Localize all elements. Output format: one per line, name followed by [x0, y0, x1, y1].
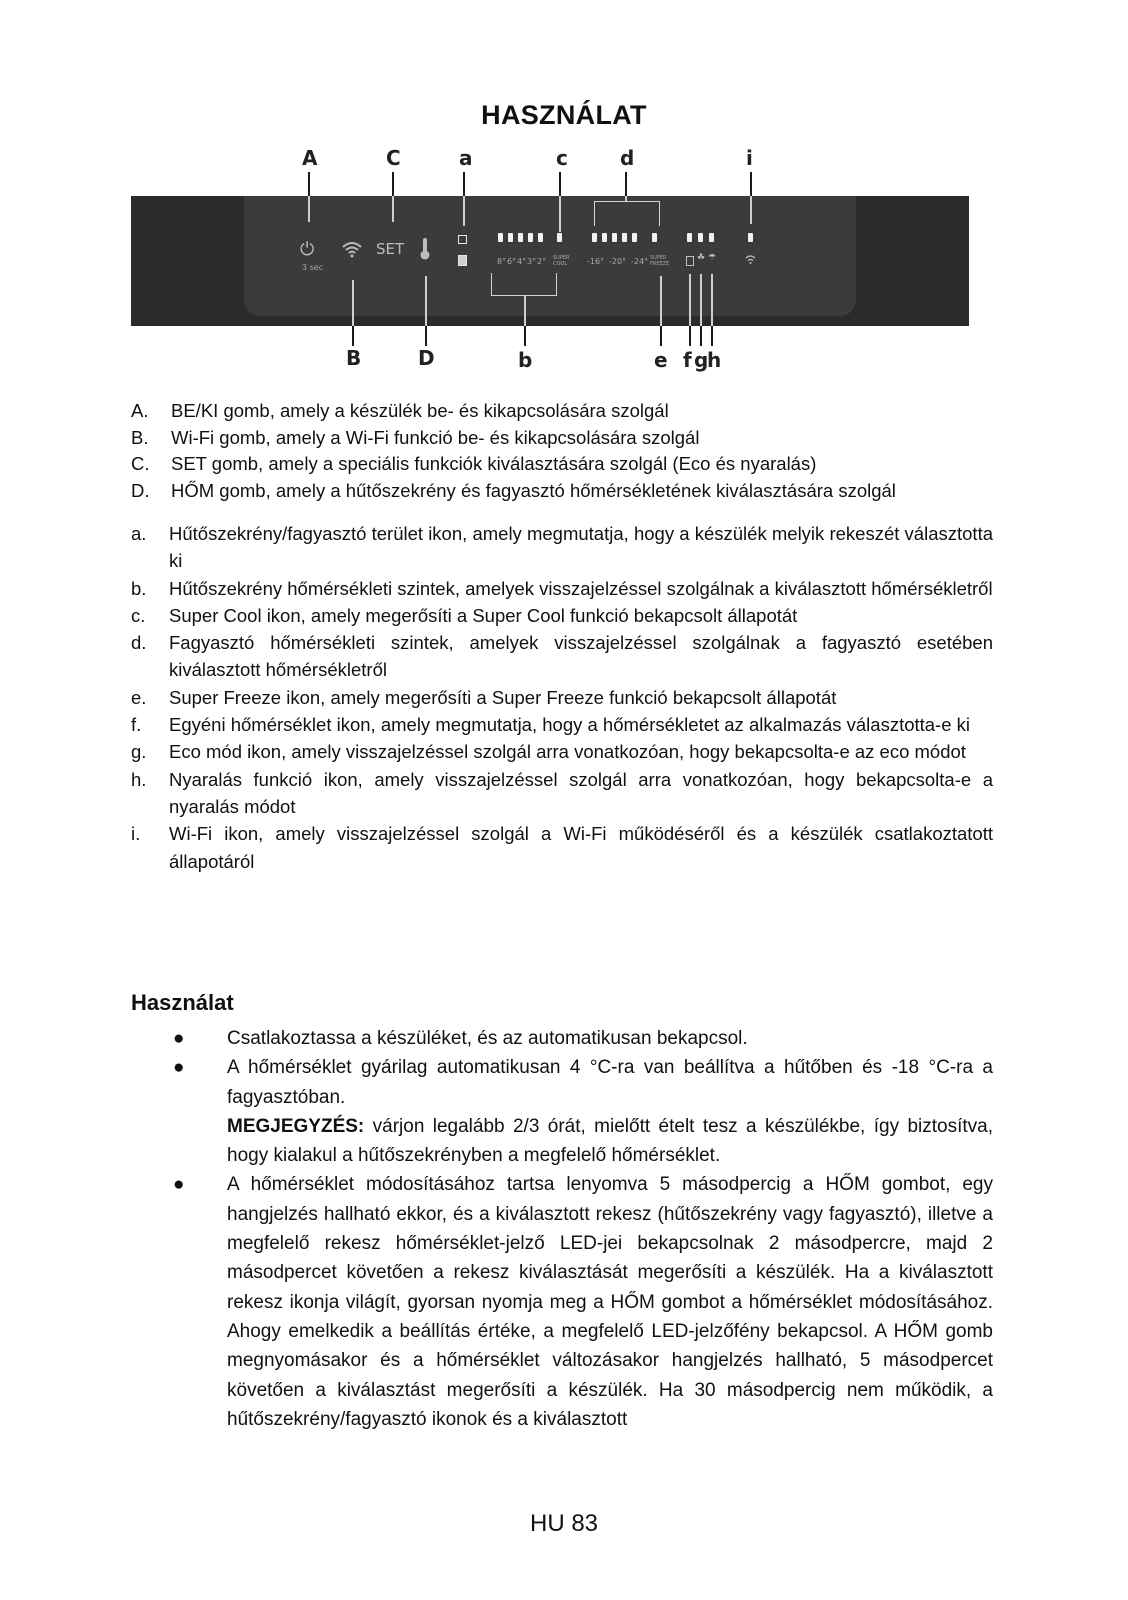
super-cool-led: [557, 233, 562, 242]
leader-line: [700, 274, 702, 326]
label-a: a: [459, 146, 473, 170]
wifi-button-icon[interactable]: [341, 240, 363, 258]
page-number: HU 83: [529, 1510, 599, 1537]
label-c: c: [556, 146, 568, 170]
bullet-item: [173, 1170, 993, 1434]
label-A: A: [302, 146, 318, 170]
super-freeze-label: SUPER FREEZE: [650, 255, 670, 267]
legend-text: Eco mód ikon, amely visszajelzéssel szolgál arra vonatkozóan, hogy bekapcsolta-e az eco módot: [169, 741, 966, 763]
leader-line: [352, 326, 354, 346]
label-b: b: [518, 348, 533, 372]
leader-line: [425, 276, 427, 326]
legend-item: [131, 684, 993, 711]
leader-line: [559, 196, 561, 232]
legend-text: BE/KI gomb, amely a készülék be- és kikapcsolására szolgál: [171, 400, 669, 421]
legend-marker: d.: [131, 632, 147, 654]
legend-text: Hűtőszekrény hőmérsékleti szintek, amelyek visszajelzéssel szolgálnak a kiválasztott hőmérsékletről: [169, 577, 993, 599]
legend-item: [131, 575, 993, 602]
bullet-item: [173, 1053, 993, 1170]
legend-text: Fagyasztó hőmérsékleti szintek, amelyek visszajelzéssel szolgálnak a fagyasztó esetében kiválasztott hőmérsékletről: [169, 632, 993, 681]
button-legend: [131, 398, 1001, 504]
legend-marker: C.: [131, 453, 150, 474]
holiday-icon: ☂: [708, 253, 717, 263]
leader-line: [559, 172, 561, 196]
note-label: MEGJEGYZÉS:: [227, 1115, 365, 1137]
leader-line: [750, 196, 752, 224]
legend-marker: f.: [131, 714, 142, 736]
legend-item: [131, 766, 993, 821]
custom-temp-icon: [686, 256, 694, 266]
bullet-text: A hőmérséklet módosításához tartsa lenyomva 5 másodpercig a HŐM gombot, egy hangjelzés hallható ekkor, és a kiválasztott rekesz (hűtőszekrény vagy fagyasztó), illetve a megfelelő rekesz hőmérséklet-jelző LED-jei bekapcsolnak 2 másodpercre, majd 2 másodpercet követően a rekesz kiválasztását megerősíti a készülék. Ha a kiválasztott rekesz ikonja világít, gyorsan nyomja meg a HŐM gombot a hőmérséklet módosításához. Ahogy emelkedik a beállítás értéke, a megfelelő LED-jelzőfény bekapcsol. A HŐM gomb megnyomásakor és a hőmérséklet változásakor hangjelzés hallható, 5 másodpercet követően a kiválasztást megerősíti a készülék. Ha 30 másodpercig nem működik, a hűtőszekrény/fagyasztó ikonok és a kiválasztott: [227, 1174, 993, 1430]
legend-item: [131, 398, 1001, 425]
fridge-led: [508, 233, 513, 242]
super-cool-label: SUPER COOL: [553, 255, 570, 267]
leader-line: [689, 274, 691, 326]
note-paragraph: [227, 1112, 993, 1171]
fridge-temp-8: 8°: [497, 257, 507, 266]
label-D: D: [418, 346, 435, 370]
freezer-led: [622, 233, 627, 242]
leader-line: [463, 196, 465, 226]
usage-bullets: [173, 1024, 993, 1434]
leader-line: [308, 196, 310, 222]
fridge-area-icon: [458, 235, 467, 244]
leader-line: [463, 172, 465, 196]
leader-line: [711, 326, 713, 346]
freezer-led: [602, 233, 607, 242]
eco-icon: ☘: [697, 253, 706, 263]
legend-text: Wi-Fi ikon, amely visszajelzéssel szolgál a Wi-Fi működéséről és a készülék csatlakoztatott állapotáról: [169, 823, 993, 872]
wifi-status-led: [748, 233, 753, 242]
bullet-text: Csatlakoztassa a készüléket, és az automatikusan bekapcsol.: [227, 1028, 748, 1049]
wifi-status-icon: [745, 255, 756, 264]
bullet-text: A hőmérséklet gyárilag automatikusan 4 °C-ra van beállítva a hűtőben és -18 °C-ra a fagyasztóban.: [227, 1057, 993, 1108]
leader-line: [689, 326, 691, 346]
eco-led: [698, 233, 703, 242]
legend-marker: b.: [131, 577, 147, 599]
fridge-temp-3: 3°: [527, 257, 537, 266]
legend-text: Egyéni hőmérséklet ikon, amely megmutatja, hogy a hőmérsékletet az alkalmazás választotta-e ki: [169, 714, 971, 736]
leader-line: [352, 280, 354, 326]
label-B: B: [346, 346, 362, 370]
custom-temp-led: [687, 233, 692, 242]
legend-item: [131, 602, 993, 629]
fridge-temp-2: 2°: [537, 257, 547, 266]
fridge-led: [498, 233, 503, 242]
panel-display: [244, 196, 856, 316]
legend-text: HŐM gomb, amely a hűtőszekrény és fagyasztó hőmérsékletének kiválasztására szolgál: [171, 479, 896, 501]
legend-item: [131, 711, 993, 738]
legend-marker: A.: [131, 400, 149, 421]
holiday-led: [709, 233, 714, 242]
legend-text: Wi-Fi gomb, amely a Wi-Fi funkció be- és kikapcsolására szolgál: [171, 426, 700, 448]
leader-line: [625, 172, 627, 196]
bullet-icon: ●: [173, 1174, 185, 1196]
legend-item: [131, 425, 1001, 452]
leader-line: [660, 326, 662, 346]
legend-text: Super Freeze ikon, amely megerősíti a Super Freeze funkció bekapcsolt állapotát: [169, 686, 837, 708]
leader-line: [660, 276, 662, 326]
leader-line: [392, 196, 394, 222]
super-freeze-led: [652, 233, 657, 242]
legend-item: [131, 820, 993, 875]
legend-item: [131, 451, 1001, 478]
legend-text: SET gomb, amely a speciális funkciók kiválasztására szolgál (Eco és nyaralás): [171, 453, 817, 474]
leader-line: [700, 326, 702, 346]
legend-marker: e.: [131, 686, 147, 708]
leader-line: [711, 274, 713, 326]
legend-marker: D.: [131, 479, 150, 501]
freezer-led: [612, 233, 617, 242]
leader-line: [392, 172, 394, 196]
fridge-led: [538, 233, 543, 242]
fridge-led: [528, 233, 533, 242]
legend-item: [131, 520, 993, 575]
fridge-temp-4: 4°: [517, 257, 527, 266]
thermometer-icon[interactable]: [419, 237, 431, 261]
label-C: C: [386, 146, 401, 170]
freezer-temp-20: -20°: [609, 257, 627, 266]
set-button[interactable]: SET: [376, 240, 405, 258]
legend-marker: h.: [131, 768, 147, 790]
freezer-led: [592, 233, 597, 242]
legend-item: [131, 478, 1001, 505]
label-h: h: [707, 348, 722, 372]
bullet-icon: ●: [173, 1028, 185, 1049]
power-hold-label: 3 sec: [302, 263, 324, 272]
label-i: i: [746, 146, 753, 170]
leader-line: [425, 326, 427, 346]
legend-item: [131, 738, 993, 765]
legend-marker: c.: [131, 604, 146, 626]
leader-line: [308, 172, 310, 196]
legend-marker: B.: [131, 426, 149, 448]
bullet-icon: ●: [173, 1057, 185, 1079]
legend-marker: g.: [131, 741, 147, 763]
legend-marker: a.: [131, 523, 147, 544]
bullet-item: [173, 1024, 993, 1053]
freezer-area-icon: [458, 255, 467, 266]
label-e: e: [654, 348, 668, 372]
note-text: várjon legalább 2/3 órát, mielőtt ételt tesz a készülékbe, így biztosítva, hogy kialakul a hűtőszekrényben a megfelelő hőmérséklet.: [227, 1115, 993, 1167]
label-g: g: [694, 348, 709, 372]
legend-text: Hűtőszekrény/fagyasztó terület ikon, amely megmutatja, hogy a készülék melyik rekeszét választotta ki: [169, 523, 993, 572]
freezer-led: [632, 233, 637, 242]
legend-item: [131, 629, 993, 684]
freezer-temp-24: -24°: [631, 257, 649, 266]
label-d: d: [620, 146, 635, 170]
section-heading: Használat: [131, 990, 234, 1015]
legend-text: Super Cool ikon, amely megerősíti a Super Cool funkció bekapcsolt állapotát: [169, 604, 798, 626]
indicator-legend: [131, 520, 993, 875]
freezer-temp-16: -16°: [587, 257, 605, 266]
control-panel-diagram: [0, 140, 1128, 390]
bracket-d: [594, 201, 660, 226]
bracket-b: [491, 273, 557, 296]
page-title: HASZNÁLAT: [481, 100, 647, 130]
legend-marker: i.: [131, 823, 141, 845]
fridge-temp-6: 6°: [507, 257, 517, 266]
label-f: f: [683, 348, 692, 372]
fridge-led: [518, 233, 523, 242]
legend-text: Nyaralás funkció ikon, amely visszajelzéssel szolgál arra vonatkozóan, hogy bekapcsolta-e a nyaralás módot: [169, 768, 993, 817]
power-icon[interactable]: ⏻: [300, 239, 315, 260]
leader-line: [524, 295, 526, 326]
leader-line: [750, 172, 752, 196]
leader-line: [524, 326, 526, 346]
